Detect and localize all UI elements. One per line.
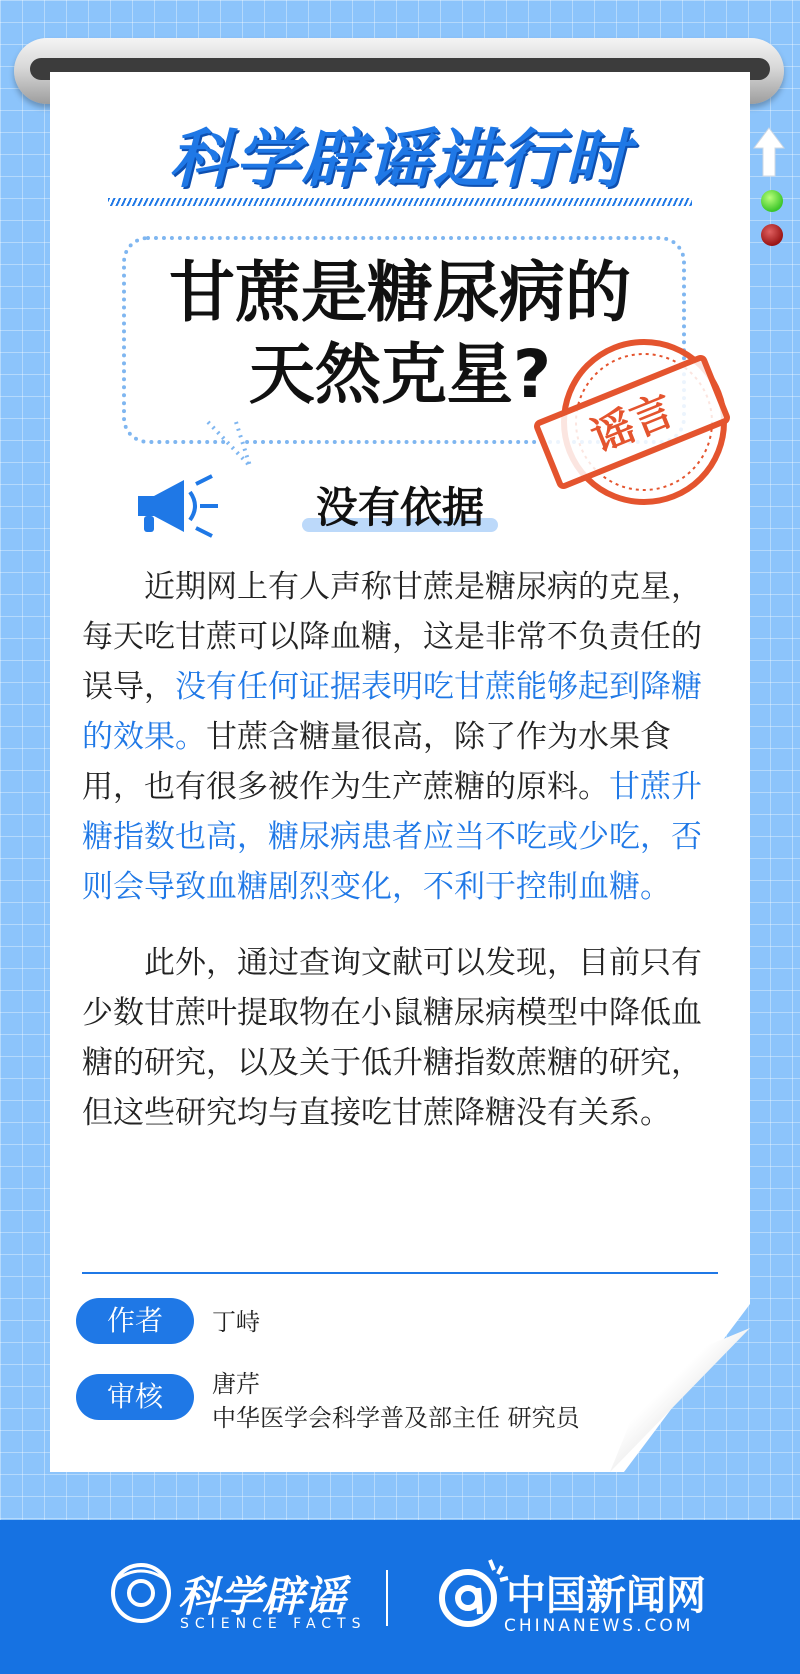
rumor-stamp: [532, 330, 732, 510]
p1-highlight-a: 没有任何证据表明吃甘蔗能够起到降糖的效果。: [82, 669, 702, 755]
author-name: 丁峙: [212, 1308, 260, 1336]
footer-bar: [0, 1520, 800, 1674]
question-line-1: 甘蔗是糖尿病的: [169, 254, 631, 331]
science-facts-logo-icon: [108, 1560, 174, 1626]
verdict-block: [300, 482, 500, 534]
verdict-text: 没有依据: [315, 483, 484, 532]
bubble-tail: [206, 420, 252, 470]
reviewer-title: 中华医学会科学普及部主任 研究员: [212, 1404, 580, 1432]
brand2-subtitle: CHINANEWS.COM: [504, 1616, 694, 1636]
p1-part-c: 甘蔗含糖量很高，除了作为水果食用，也有很多被作为生产蔗糖的原料。: [82, 719, 671, 805]
brand1-subtitle: SCIENCE FACTS: [180, 1616, 367, 1632]
brand2-name: 中国新闻网: [506, 1573, 706, 1619]
p1-part-a: 近期网上有人声称甘蔗是糖尿病的克星，每天吃甘蔗可以降血糖，这是非常不负责任的误导，: [82, 569, 702, 705]
author-tag: 作者: [76, 1298, 194, 1344]
reviewer-name: 唐芹: [212, 1370, 260, 1398]
page-title: 科学辟谣进行时: [169, 123, 631, 197]
brand1-name: 科学辟谣: [178, 1572, 347, 1621]
reviewer-tag: 审核: [76, 1374, 194, 1420]
p1-highlight-b: 甘蔗升糖指数也高，糖尿病患者应当不吃或少吃，否则会导致血糖剧烈变化，不利于控制血糖。: [82, 769, 702, 905]
paragraph-1: [82, 562, 718, 912]
paragraph-2: 此外，通过查询文献可以发现，目前只有少数甘蔗叶提取物在小鼠糖尿病模型中降低血糖的研究，以及关于低升糖指数蔗糖的研究，但这些研究均与直接吃甘蔗降糖没有关系。: [82, 945, 702, 1131]
red-dot-icon: [761, 224, 783, 246]
chinanews-logo-icon: [432, 1556, 510, 1630]
question-line-2: 天然克星?: [248, 336, 552, 413]
stamp-label: 谣言: [584, 384, 681, 462]
credits-divider: [82, 1272, 718, 1274]
footer-separator: [386, 1570, 388, 1626]
title-underline: [108, 198, 692, 206]
article-body: [82, 562, 718, 1164]
megaphone-icon: [132, 474, 222, 538]
